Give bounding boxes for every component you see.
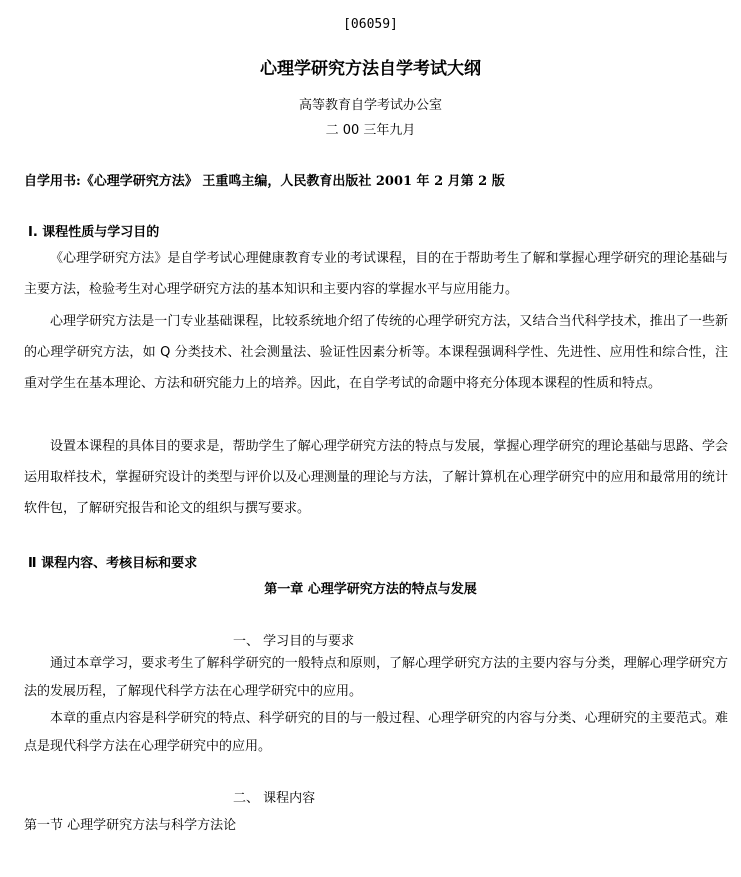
part1-paragraph-2: 心理学研究方法是一门专业基础课程，比较系统地介绍了传统的心理学研究方法，又结合当代科学技术，推出了一些新的心理学研究方法，如 Q 分类技术、社会测量法、验证性因素分析等。本课程强调科学性、先进性、应用性和综合性，注重对学生在基本理论、方法和研究能力上的培养。因此，在自学考试的命题中将充分体现本课程的性质和特点。: [24, 314, 728, 391]
part2-heading: Ⅱ 课程内容、考核目标和要求: [28, 556, 198, 571]
issuing-office: 高等教育自学考试办公室: [298, 98, 442, 113]
chapter-paragraph-1: 通过本章学习，要求考生了解科学研究的一般特点和原则，了解心理学研究方法的主要内容与分类，理解心理学研究方法的发展历程，了解现代科学方法在心理学研究中的应用。: [24, 656, 728, 699]
document-title: 心理学研究方法自学考试大纲: [260, 59, 481, 79]
textbook-reference: 自学用书:《心理学研究方法》 王重鸣主编，人民教育出版社 2001 年 2 月第 2 版: [24, 174, 505, 189]
chapter-paragraph-2: 本章的重点内容是科学研究的特点、科学研究的目的与一般过程、心理学研究的内容与分类、心理研究的主要范式。难点是现代科学方法在心理学研究中的应用。: [24, 711, 728, 754]
section-title: 第一节 心理学研究方法与科学方法论: [24, 818, 237, 833]
subsection-course-content: 二、 课程内容: [233, 791, 316, 806]
part1-paragraph-3: 设置本课程的具体目的要求是，帮助学生了解心理学研究方法的特点与发展，掌握心理学研究的理论基础与思路、学会运用取样技术，掌握研究设计的类型与评价以及心理测量的理论与方法，了解计算机在心理学研究中的应用和最常用的统计软件包，了解研究报告和论文的组织与撰写要求。: [24, 439, 728, 516]
part1-heading: Ⅰ. 课程性质与学习目的: [28, 225, 160, 240]
chapter-title: 第一章 心理学研究方法的特点与发展: [264, 582, 477, 597]
part1-paragraph-1: 《心理学研究方法》是自学考试心理健康教育专业的考试课程，目的在于帮助考生了解和掌握心理学研究的理论基础与主要方法，检验考生对心理学研究方法的基本知识和主要内容的掌握水平与应用能力。: [24, 251, 728, 297]
issue-date: 二 00 三年九月: [325, 123, 416, 138]
course-code: [06059]: [343, 17, 398, 32]
subsection-learning-goals: 一、 学习目的与要求: [233, 634, 355, 649]
